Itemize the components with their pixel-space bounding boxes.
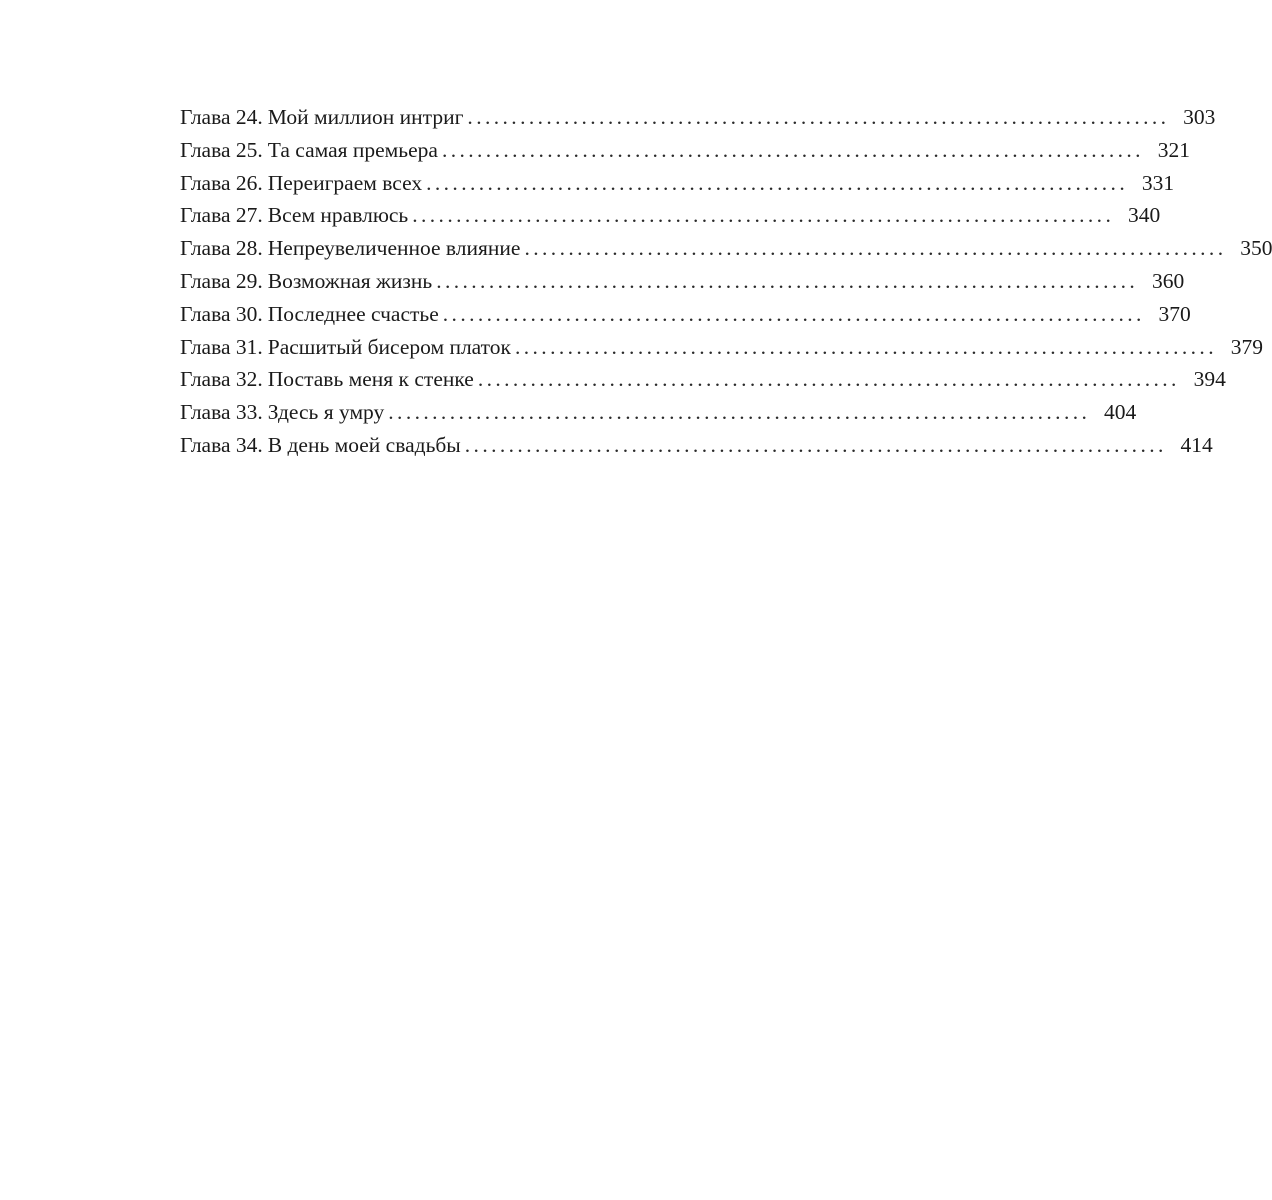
chapter-title: В день моей свадьбы [267, 432, 461, 457]
dot-leader: ................................................................................ [436, 268, 1139, 293]
page-number: 331 [1141, 170, 1175, 195]
dot-leader: ................................................................................ [524, 236, 1227, 261]
chapter-number: Глава 25. [180, 137, 263, 162]
chapter-number: Глава 27. [180, 203, 263, 228]
toc-entry [180, 134, 1190, 167]
page-number: 394 [1193, 367, 1226, 392]
toc-entry [180, 199, 1161, 232]
toc-entry [180, 396, 1137, 429]
toc-entry [180, 101, 1216, 134]
dot-leader: ................................................................................ [388, 400, 1091, 425]
toc-entry [180, 298, 1191, 331]
dot-leader: ................................................................................ [514, 334, 1217, 359]
chapter-number: Глава 34. [180, 432, 263, 457]
chapter-number: Глава 26. [180, 170, 263, 195]
page-number: 321 [1157, 137, 1190, 162]
dot-leader: ................................................................................ [477, 367, 1180, 392]
toc-entry [180, 363, 1226, 396]
toc-entry [180, 232, 1272, 265]
dot-leader: ................................................................................ [441, 137, 1144, 162]
chapter-number: Глава 29. [180, 268, 263, 293]
chapter-number: Глава 30. [180, 301, 263, 326]
chapter-title: Поставь меня к стенке [267, 367, 474, 392]
page-number: 379 [1230, 334, 1263, 359]
chapter-title: Та самая премьера [267, 137, 438, 162]
dot-leader: ................................................................................ [426, 170, 1129, 195]
page-number: 404 [1104, 400, 1137, 425]
page-number: 370 [1158, 301, 1191, 326]
chapter-number: Глава 31. [180, 334, 263, 359]
page-number: 303 [1183, 105, 1216, 129]
chapter-title: Мой миллион интриг [267, 105, 464, 129]
page-number: 360 [1151, 268, 1185, 293]
chapter-number: Глава 32. [180, 367, 263, 392]
chapter-title: Переиграем всех [267, 170, 423, 195]
dot-leader: ................................................................................ [464, 432, 1167, 457]
page-number: 340 [1127, 203, 1161, 228]
toc-entry [180, 331, 1263, 364]
chapter-title: Расшитый бисером платок [267, 334, 511, 359]
chapter-title: Непреувеличенное влияние [267, 236, 521, 261]
chapter-title: Всем нравлюсь [267, 203, 409, 228]
toc-entry [180, 265, 1185, 298]
toc-entry [180, 167, 1175, 200]
chapter-title: Возможная жизнь [267, 268, 433, 293]
dot-leader: ................................................................................ [412, 203, 1115, 228]
chapter-title: Последнее счастье [267, 301, 439, 326]
chapter-number: Глава 33. [180, 400, 263, 425]
table-of-contents [180, 101, 1272, 462]
dot-leader: ................................................................................ [467, 105, 1170, 129]
dot-leader: ................................................................................ [442, 301, 1145, 326]
toc-entry [180, 429, 1213, 462]
page-number: 414 [1180, 432, 1213, 457]
chapter-title: Здесь я умру [267, 400, 385, 425]
page-number: 350 [1240, 236, 1272, 261]
chapter-number: Глава 28. [180, 236, 263, 261]
chapter-number: Глава 24. [180, 105, 263, 129]
